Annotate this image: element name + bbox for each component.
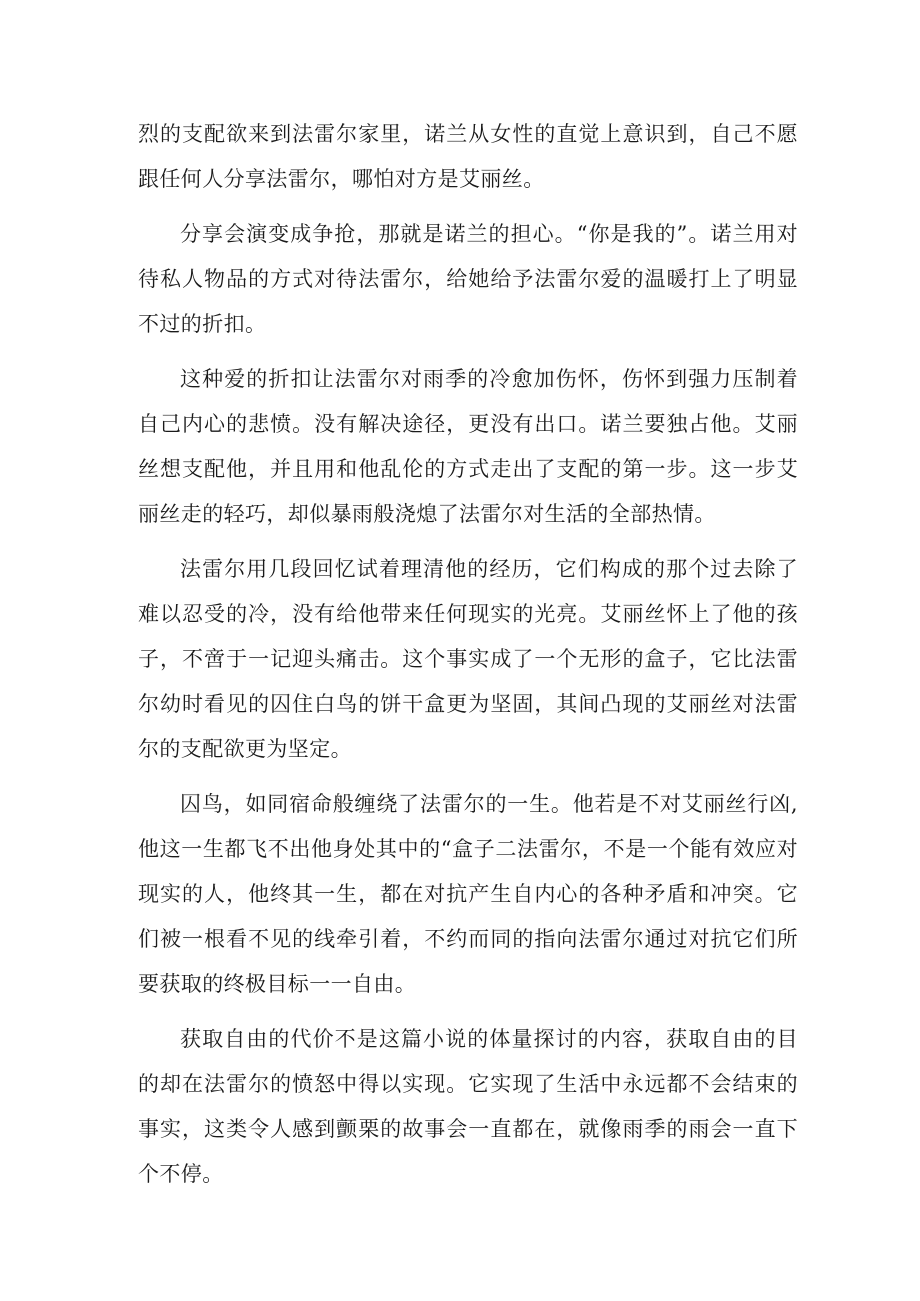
paragraph: 烈的支配欲来到法雷尔家里，诺兰从女性的直觉上意识到，自己不愿跟任何人分享法雷尔，哪怕对方是艾丽丝。 bbox=[138, 122, 798, 191]
body-text bbox=[138, 112, 798, 1207]
paragraph: 囚鸟，如同宿命般缠绕了法雷尔的一生。他若是不对艾丽丝行凶,他这一生都飞不出他身处其中的“盒子二法雷尔，不是一个能有效应对现实的人，他终其一生，都在对抗产生自内心的各种矛盾和冲突。它们被一根看不见的线牵引着，不约而同的指向法雷尔通过对抗它们所要获取的终极目标一一自由。 bbox=[138, 792, 798, 996]
paragraph: 法雷尔用几段回忆试着理清他的经历，它们构成的那个过去除了难以忍受的冷，没有给他带来任何现实的光亮。艾丽丝怀上了他的孩子，不啻于一记迎头痛击。这个事实成了一个无形的盒子，它比法雷尔幼时看见的囚住白鸟的饼干盒更为坚固，其间凸现的艾丽丝对法雷尔的支配欲更为坚定。 bbox=[138, 557, 798, 761]
paragraph: 分享会演变成争抢，那就是诺兰的担心。“你是我的”。诺兰用对待私人物品的方式对待法雷尔，给她给予法雷尔爱的温暖打上了明显不过的折扣。 bbox=[138, 222, 798, 336]
paragraph: 这种爱的折扣让法雷尔对雨季的冷愈加伤怀，伤怀到强力压制着自己内心的悲愤。没有解决途径，更没有出口。诺兰要独占他。艾丽丝想支配他，并且用和他乱伦的方式走出了支配的第一步。这一步艾丽丝走的轻巧，却似暴雨般浇熄了法雷尔对生活的全部热情。 bbox=[138, 367, 798, 526]
paragraph: 获取自由的代价不是这篇小说的体量探讨的内容，获取自由的目的却在法雷尔的愤怒中得以实现。它实现了生活中永远都不会结束的事实，这类令人感到颤栗的故事会一直都在，就像雨季的雨会一直下个不停。 bbox=[138, 1027, 798, 1186]
